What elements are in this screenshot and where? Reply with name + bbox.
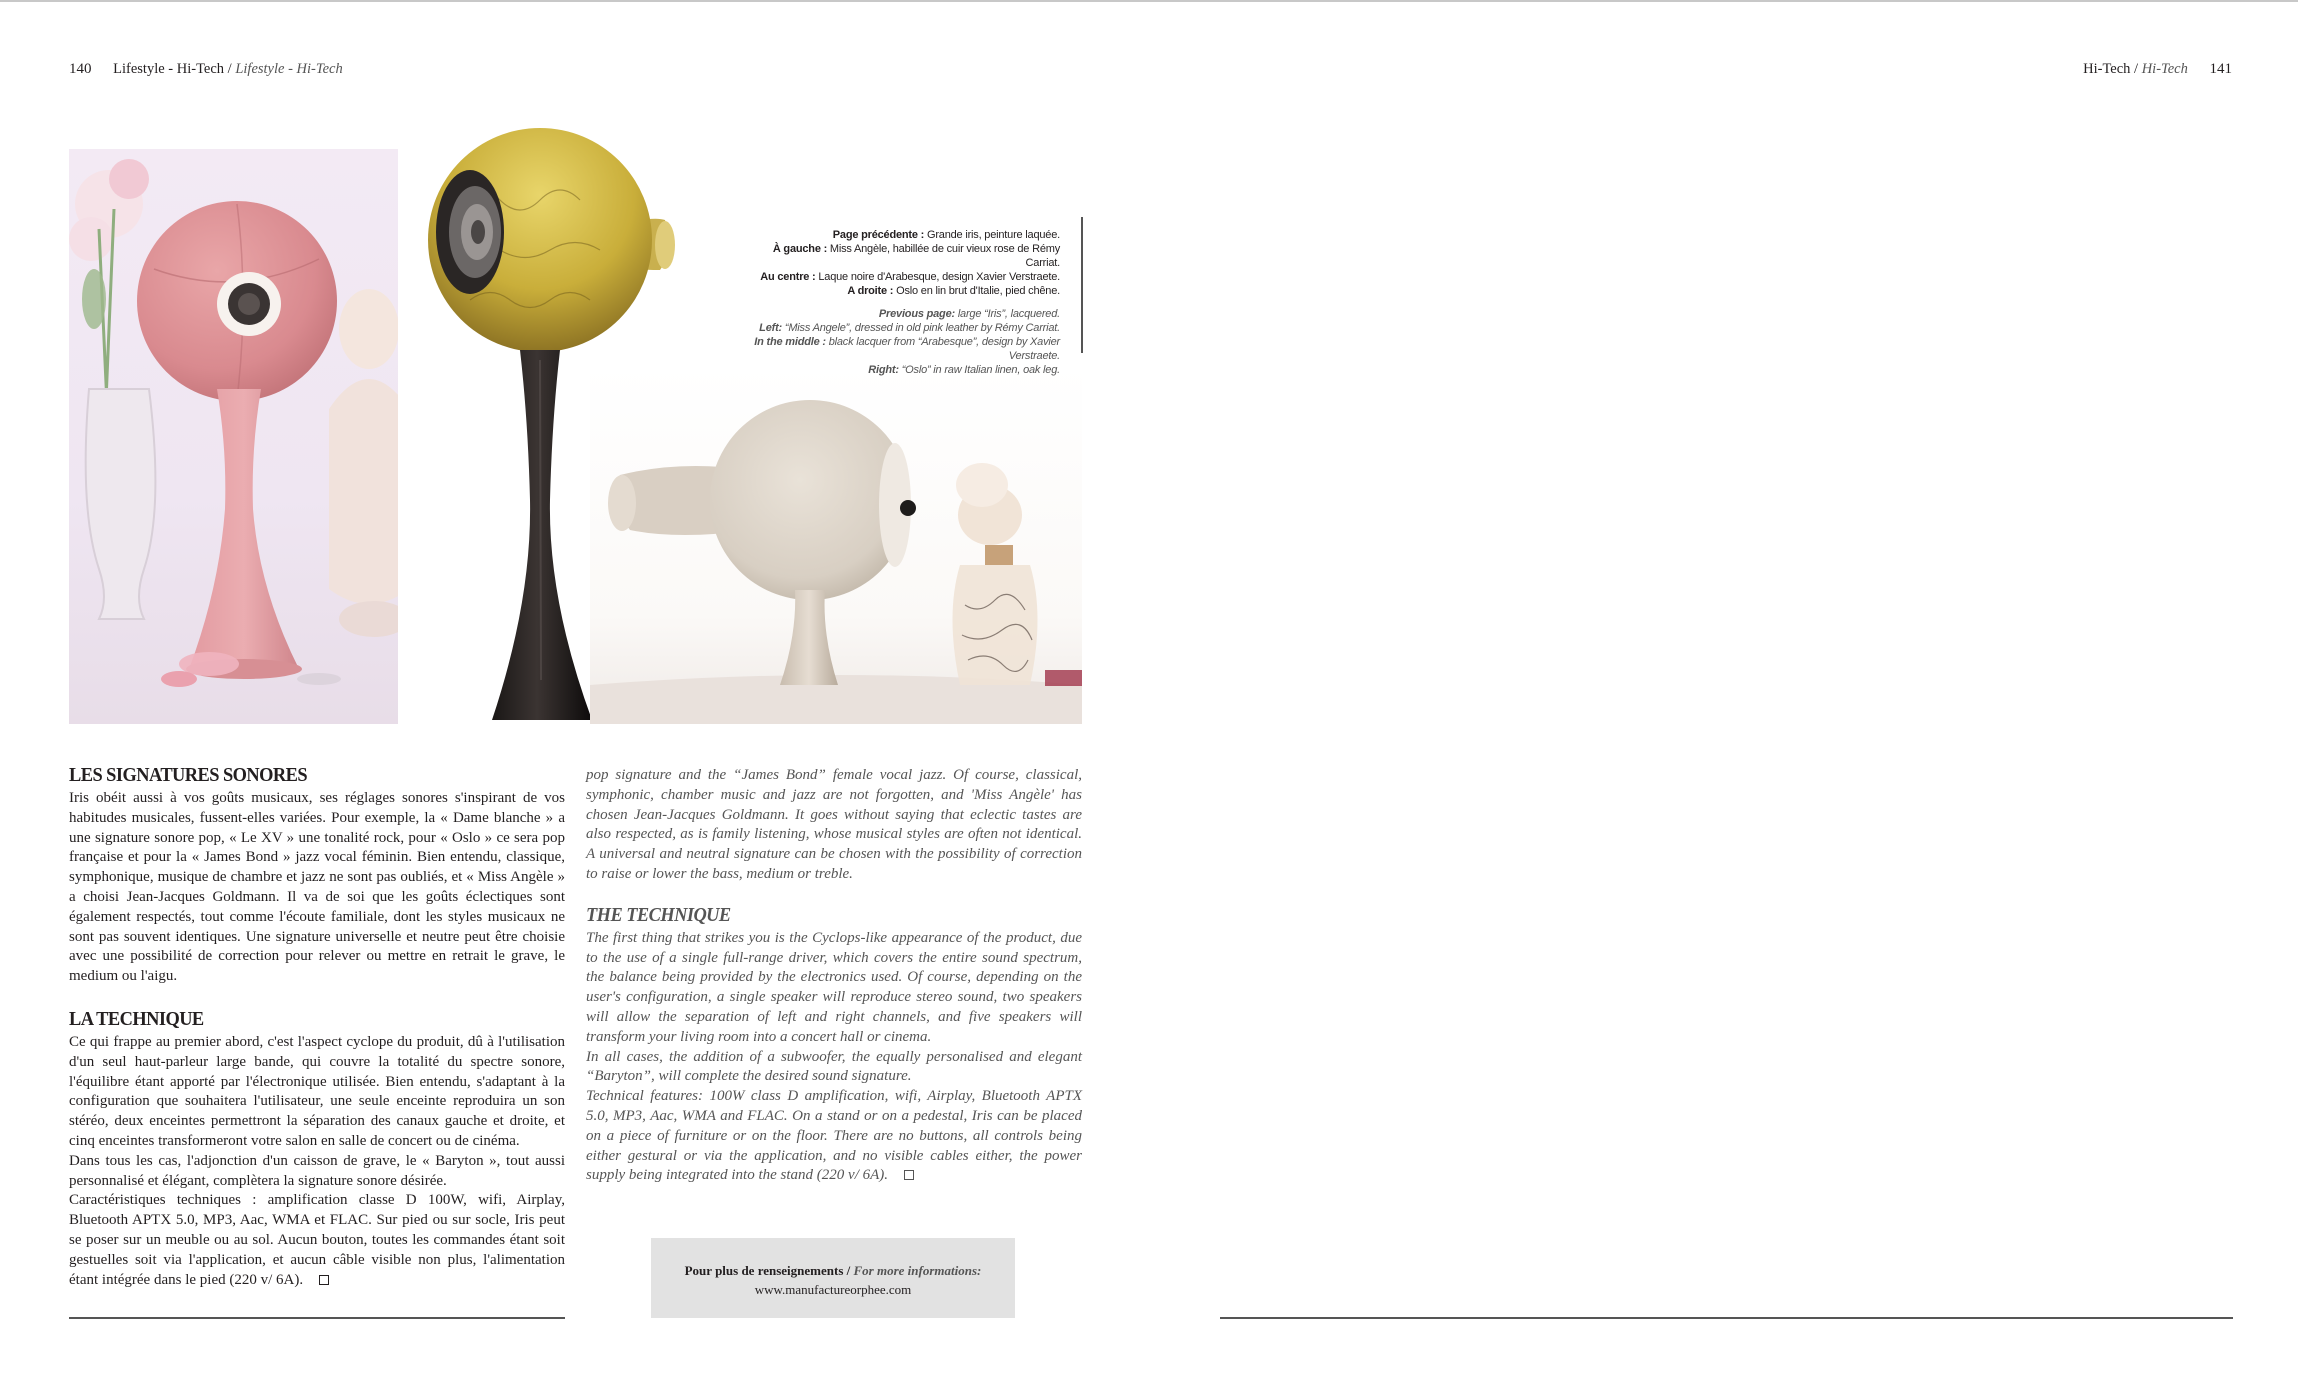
more-info-label-fr: Pour plus de renseignements / — [684, 1263, 851, 1278]
footer-rule-left — [69, 1317, 565, 1319]
section-label-left-en: Lifestyle - Hi-Tech — [235, 61, 343, 77]
caption-english — [740, 307, 1060, 377]
caption-text: large “Iris”, lacquered. — [957, 308, 1060, 320]
caption-text: Grande iris, peinture laquée. — [926, 229, 1060, 241]
paragraph-signatures-en: pop signature and the “James Bond” female vocal jazz. Of course, classical, symphonic, chamber music and jazz are not forgotten, and 'Miss Angèle' has chosen Jean-Jacques Goldmann. It goes without saying that eclectic tastes are also respected, as is family listening, whose musical styles are often not identical. A universal and neutral signature can be chosen with the possibility of correction to raise or lower the bass, medium or treble. — [586, 767, 1082, 882]
paragraph-caracteristiques — [69, 1191, 565, 1290]
caption-label: Page précédente : — [832, 229, 925, 241]
caption-text: Miss Angèle, habillée de cuir vieux rose de Rémy Carriat. — [829, 243, 1060, 269]
more-info-label — [651, 1261, 1015, 1280]
heading-the-technique: THE TECHNIQUE — [586, 903, 731, 926]
page-header-left — [69, 61, 343, 78]
heading-les-signatures-sonores: LES SIGNATURES SONORES — [69, 764, 308, 786]
paragraph-technique-en: The first thing that strikes you is the Cyclops-like appearance of the product, due to the use of a single full-range driver, which covers the entire sound spectrum, the balance being provided by the electronics used. Of course, depending on the user's configuration, a single speaker will reproduce stereo sound, two speakers will allow the separation of left and right channels, and five speakers will transform your living room into a concert hall or cinema. — [586, 929, 1082, 1045]
photo-pink-speaker — [69, 149, 398, 724]
caption-label: Au centre : — [760, 271, 816, 283]
top-border — [0, 0, 2298, 2]
caption-text: “Miss Angele”, dressed in old pink leather by Rémy Carriat. — [784, 322, 1060, 334]
caption-line — [740, 335, 1060, 363]
paragraph-features-en-text: Technical features: 100W class D amplification, wifi, Airplay, Bluetooth APTX 5.0, MP3, Aac, WMA and FLAC. On a stand or on a pedestal, Iris can be placed on a piece of furniture or on the floor. There are no buttons, all controls being either gestural or via the application, and no visible cables either, the power supply being integrated into the stand (220 v/ 6A). — [586, 1088, 1082, 1184]
paragraph-spacer — [69, 987, 565, 1007]
article-french-column — [69, 763, 565, 1290]
footer-rule-right — [1220, 1317, 2233, 1319]
end-of-article-icon — [904, 1170, 914, 1180]
section-label-right-en: Hi-Tech — [2141, 61, 2188, 77]
paragraph-technique: Ce qui frappe au premier abord, c'est l'aspect cyclope du produit, dû à l'utilisation d'un seul haut-parleur large bande, qui couvre la totalité du spectre sonore, l'équilibre étant apporté par l'électronique utilisée. Bien entendu, s'adaptant à la configuration que souhaitera l'utilisateur, une seule enceinte reproduira un son stéréo, deux enceintes permettront la séparation des canaux gauche et droite, et cinq enceintes transformeront votre salon en salle de concert ou de cinéma. — [69, 1033, 565, 1149]
heading-la-technique: LA TECHNIQUE — [69, 1007, 204, 1030]
caption-line — [740, 307, 1060, 321]
more-info-box — [651, 1238, 1015, 1318]
caption-line — [740, 242, 1060, 270]
paragraph-signatures: Iris obéit aussi à vos goûts musicaux, ses réglages sonores s'inspirant de vos habitudes musicales, fussent-elles variées. Pour exemple, la « Dame blanche » a une signature sonore pop, « Le XV » une tonalité rock, pour « Oslo » ce sera pop française et pour la « James Bond » jazz vocal féminin. Bien entendu, classique, symphonique, musique de chambre et jazz ne sont pas oubliés, et « Miss Angèle » a choisi Jean-Jacques Goldmann. Il va de soi que les goûts éclectiques sont également respectés, tout comme l'écoute familiale, dont les styles musicaux ne sont pas souvent identiques. Une signature universelle et neutre peut être choisie avec une possibilité de correction pour relever ou mettre en retrait le grave, le medium ou l'aigu. — [69, 790, 565, 985]
photo-linen-speaker — [590, 365, 1082, 724]
caption-text: “Oslo” in raw Italian linen, oak leg. — [901, 364, 1060, 376]
caption-label: A droite : — [847, 285, 894, 297]
caption-label: Left: — [759, 322, 782, 334]
caption-text: black lacquer from “Arabesque”, design by Xavier Verstraete. — [828, 336, 1060, 362]
paragraph-caracteristiques-text: Caractéristiques techniques : amplification classe D 100W, wifi, Airplay, Bluetooth APTX 5.0, MP3, Aac, WMA et FLAC. Sur pied ou sur socle, Iris peut se poser sur un meuble ou au sol. Aucun bouton, toutes les commandes étant soit gestuelles soit via l'application, et aucun câble visible non plus, l'alimentation étant intégrée dans le pied (220 v/ 6A). — [69, 1192, 565, 1288]
caption-label: Right: — [868, 364, 899, 376]
caption-line — [740, 284, 1060, 298]
page-number-left: 140 — [69, 61, 92, 77]
caption-french — [740, 228, 1060, 298]
pink-speaker-illustration — [69, 149, 398, 724]
more-info-label-en: For more informations: — [853, 1263, 982, 1278]
caption-line — [740, 321, 1060, 335]
caption-label: Previous page: — [878, 308, 955, 320]
page-number-right: 141 — [2209, 61, 2232, 77]
paragraph-baryton-en: In all cases, the addition of a subwoofer, the equally personalised and elegant “Baryton”, will complete the desired sound signature. — [586, 1048, 1082, 1085]
end-of-article-icon — [319, 1275, 329, 1285]
section-label-right: Hi-Tech / — [2083, 61, 2139, 77]
linen-speaker-illustration — [590, 365, 1082, 724]
paragraph-baryton: Dans tous les cas, l'adjonction d'un caisson de grave, le « Baryton », tout aussi personnalisé et élégant, complètera la signature sonore désirée. — [69, 1152, 565, 1189]
caption-line — [740, 270, 1060, 284]
section-label-left: Lifestyle - Hi-Tech / — [113, 61, 232, 77]
caption-label: À gauche : — [772, 243, 828, 255]
caption-text: Oslo en lin brut d'Italie, pied chêne. — [896, 285, 1060, 297]
website-link[interactable]: www.manufactureorphee.com — [754, 1282, 912, 1297]
page-header-right — [2083, 61, 2232, 78]
photo-caption — [740, 228, 1060, 377]
paragraph-features-en — [586, 1087, 1082, 1186]
caption-line — [740, 228, 1060, 242]
caption-label: In the middle : — [754, 336, 826, 348]
caption-rule — [1081, 217, 1083, 353]
article-english-column — [586, 766, 1082, 1186]
caption-text: Laque noire d'Arabesque, design Xavier Verstraete. — [818, 271, 1060, 283]
caption-line — [740, 363, 1060, 377]
